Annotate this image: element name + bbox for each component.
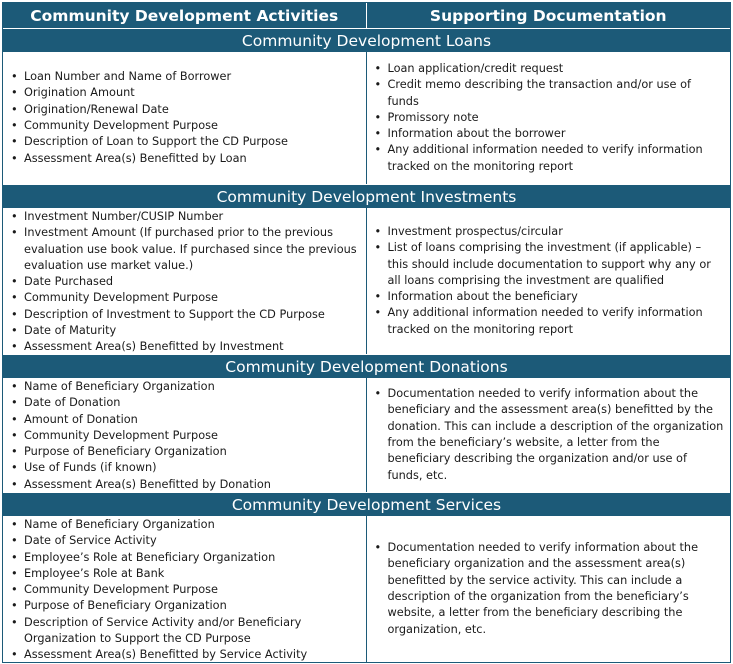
header-activities: Community Development Activities — [3, 3, 367, 28]
section-title-services: Community Development Services — [3, 492, 730, 516]
list-item: • Community Development Purpose — [11, 290, 360, 306]
list-item: • List of loans comprising the investment (if applicable) – this should include documentation to support why any or all loans comprising the investment are qualified — [375, 240, 725, 289]
list-item: • Credit memo describing the transaction and/or use of funds — [375, 77, 725, 110]
list-item: • Date of Service Activity — [11, 533, 360, 549]
list-item: • Assessment Area(s) Benefitted by Investment — [11, 339, 360, 355]
list-item: • Amount of Donation — [11, 412, 360, 428]
list-item: • Use of Funds (if known) — [11, 460, 360, 476]
section-row-services — [3, 516, 730, 662]
list-item: • Date Purchased — [11, 274, 360, 290]
section-row-donations — [3, 378, 730, 492]
list-item: • Assessment Area(s) Benefitted by Donation — [11, 477, 360, 493]
list-item: • Investment prospectus/circular — [375, 224, 725, 240]
list-item: • Investment Amount (If purchased prior to the previous evaluation use book value. If purchased since the previous evaluation use market value.) — [11, 225, 360, 274]
donations-activities-list — [11, 379, 360, 493]
investments-documentation-list — [375, 224, 725, 338]
list-item: • Community Development Purpose — [11, 428, 360, 444]
investments-activities-cell — [3, 208, 367, 354]
donations-documentation-list — [375, 386, 725, 484]
list-item: • Employee’s Role at Beneficiary Organization — [11, 550, 360, 566]
list-item: • Employee’s Role at Bank — [11, 566, 360, 582]
list-item: • Documentation needed to verify information about the beneficiary organization and the assessment area(s) benefitted by the service activity. This can include a description of the organization from the beneficiary’s website, a letter from the beneficiary describing the organization, etc. — [375, 540, 725, 638]
section-title-donations: Community Development Donations — [3, 354, 730, 378]
list-item: • Assessment Area(s) Benefitted by Loan — [11, 151, 360, 167]
loans-documentation-cell — [367, 52, 731, 184]
list-item: • Description of Service Activity and/or Beneficiary Organization to Support the CD Purpose — [11, 615, 360, 648]
section-row-loans — [3, 52, 730, 184]
list-item: • Purpose of Beneficiary Organization — [11, 598, 360, 614]
investments-documentation-cell — [367, 208, 731, 354]
section-title-loans: Community Development Loans — [3, 28, 730, 52]
list-item: • Name of Beneficiary Organization — [11, 517, 360, 533]
list-item: • Date of Maturity — [11, 323, 360, 339]
services-activities-list — [11, 517, 360, 664]
services-documentation-list — [375, 540, 725, 638]
services-activities-cell — [3, 516, 367, 662]
list-item: • Purpose of Beneficiary Organization — [11, 444, 360, 460]
section-row-investments — [3, 208, 730, 354]
section-title-investments: Community Development Investments — [3, 184, 730, 208]
list-item: • Loan application/credit request — [375, 61, 725, 77]
loans-documentation-list — [375, 61, 725, 175]
list-item: • Investment Number/CUSIP Number — [11, 209, 360, 225]
list-item: • Origination Amount — [11, 85, 360, 101]
list-item: • Any additional information needed to verify information tracked on the monitoring report — [375, 142, 725, 175]
list-item: • Assessment Area(s) Benefitted by Service Activity — [11, 647, 360, 663]
services-documentation-cell — [367, 516, 731, 662]
list-item: • Date of Donation — [11, 395, 360, 411]
list-item: • Information about the borrower — [375, 126, 725, 142]
cd-documentation-table — [2, 2, 731, 663]
table-header — [3, 3, 730, 28]
investments-activities-list — [11, 209, 360, 356]
list-item: • Origination/Renewal Date — [11, 102, 360, 118]
list-item: • Promissory note — [375, 110, 725, 126]
list-item: • Loan Number and Name of Borrower — [11, 69, 360, 85]
loans-activities-cell — [3, 52, 367, 184]
header-documentation: Supporting Documentation — [429, 6, 667, 25]
list-item: • Any additional information needed to verify information tracked on the monitoring report — [375, 305, 725, 338]
list-item: • Community Development Purpose — [11, 582, 360, 598]
loans-activities-list — [11, 69, 360, 167]
list-item: • Description of Investment to Support the CD Purpose — [11, 307, 360, 323]
list-item: • Community Development Purpose — [11, 118, 360, 134]
list-item: • Description of Loan to Support the CD Purpose — [11, 134, 360, 150]
list-item: • Name of Beneficiary Organization — [11, 379, 360, 395]
list-item: • Documentation needed to verify information about the beneficiary and the assessment area(s) benefitted by the donation. This can include a description of the organization from the beneficiary’s website, a letter from the beneficiary describing the organization and/or use of funds, etc. — [375, 386, 725, 484]
list-item: • Information about the beneficiary — [375, 289, 725, 305]
donations-activities-cell — [3, 378, 367, 492]
donations-documentation-cell — [367, 378, 731, 492]
